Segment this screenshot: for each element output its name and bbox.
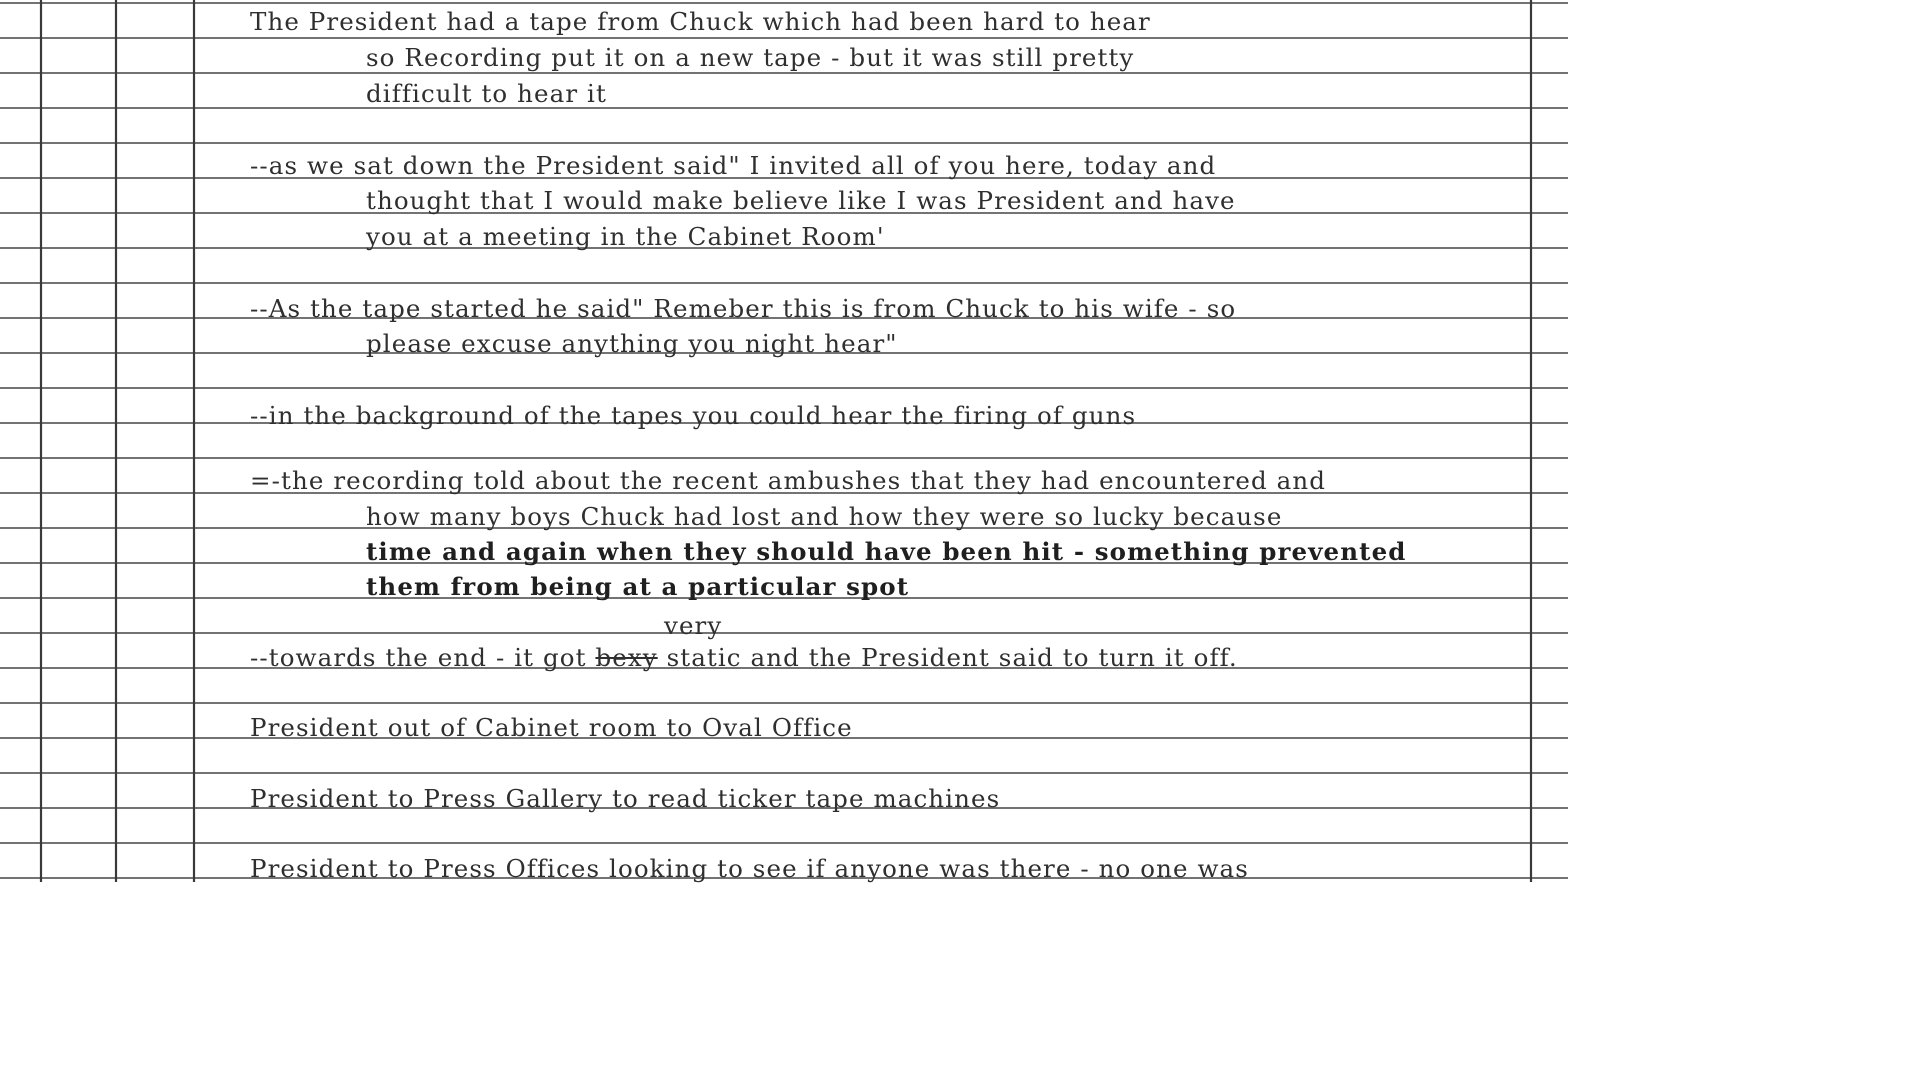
- line-prefix: --towards the end - it got: [250, 643, 596, 672]
- text-line: President to Press Gallery to read ticker tape machines: [250, 784, 1001, 813]
- struck-word: bexy: [595, 643, 658, 672]
- text-line: --As the tape started he said" Remeber this is from Chuck to his wife - so: [250, 294, 1237, 323]
- text-line: President out of Cabinet room to Oval Office: [250, 713, 853, 742]
- text-line: =-the recording told about the recent ambushes that they had encountered and: [250, 466, 1326, 495]
- text-line: time and again when they should have been hit - something prevented: [366, 537, 1407, 566]
- text-line-with-correction: [250, 643, 1238, 672]
- text-line: difficult to hear it: [366, 79, 607, 108]
- text-line: them from being at a particular spot: [366, 572, 910, 601]
- text-line: you at a meeting in the Cabinet Room': [366, 222, 885, 251]
- vertical-rules: [41, 0, 1531, 882]
- text-line: President to Press Offices looking to see if anyone was there - no one was: [250, 854, 1249, 883]
- text-line: thought that I would make believe like I was President and have: [366, 186, 1236, 215]
- text-line: The President had a tape from Chuck which had been hard to hear: [250, 7, 1151, 36]
- text-line: --as we sat down the President said" I invited all of you here, today and: [250, 151, 1217, 180]
- handwritten-insertion: very: [664, 611, 723, 640]
- line-suffix: static and the President said to turn it off.: [657, 643, 1238, 672]
- horizontal-rules: [0, 3, 1568, 878]
- text-line: how many boys Chuck had lost and how they were so lucky because: [366, 502, 1283, 531]
- text-line: so Recording put it on a new tape - but it was still pretty: [366, 43, 1135, 72]
- text-line: --in the background of the tapes you could hear the firing of guns: [250, 401, 1137, 430]
- text-line: please excuse anything you night hear": [366, 329, 898, 358]
